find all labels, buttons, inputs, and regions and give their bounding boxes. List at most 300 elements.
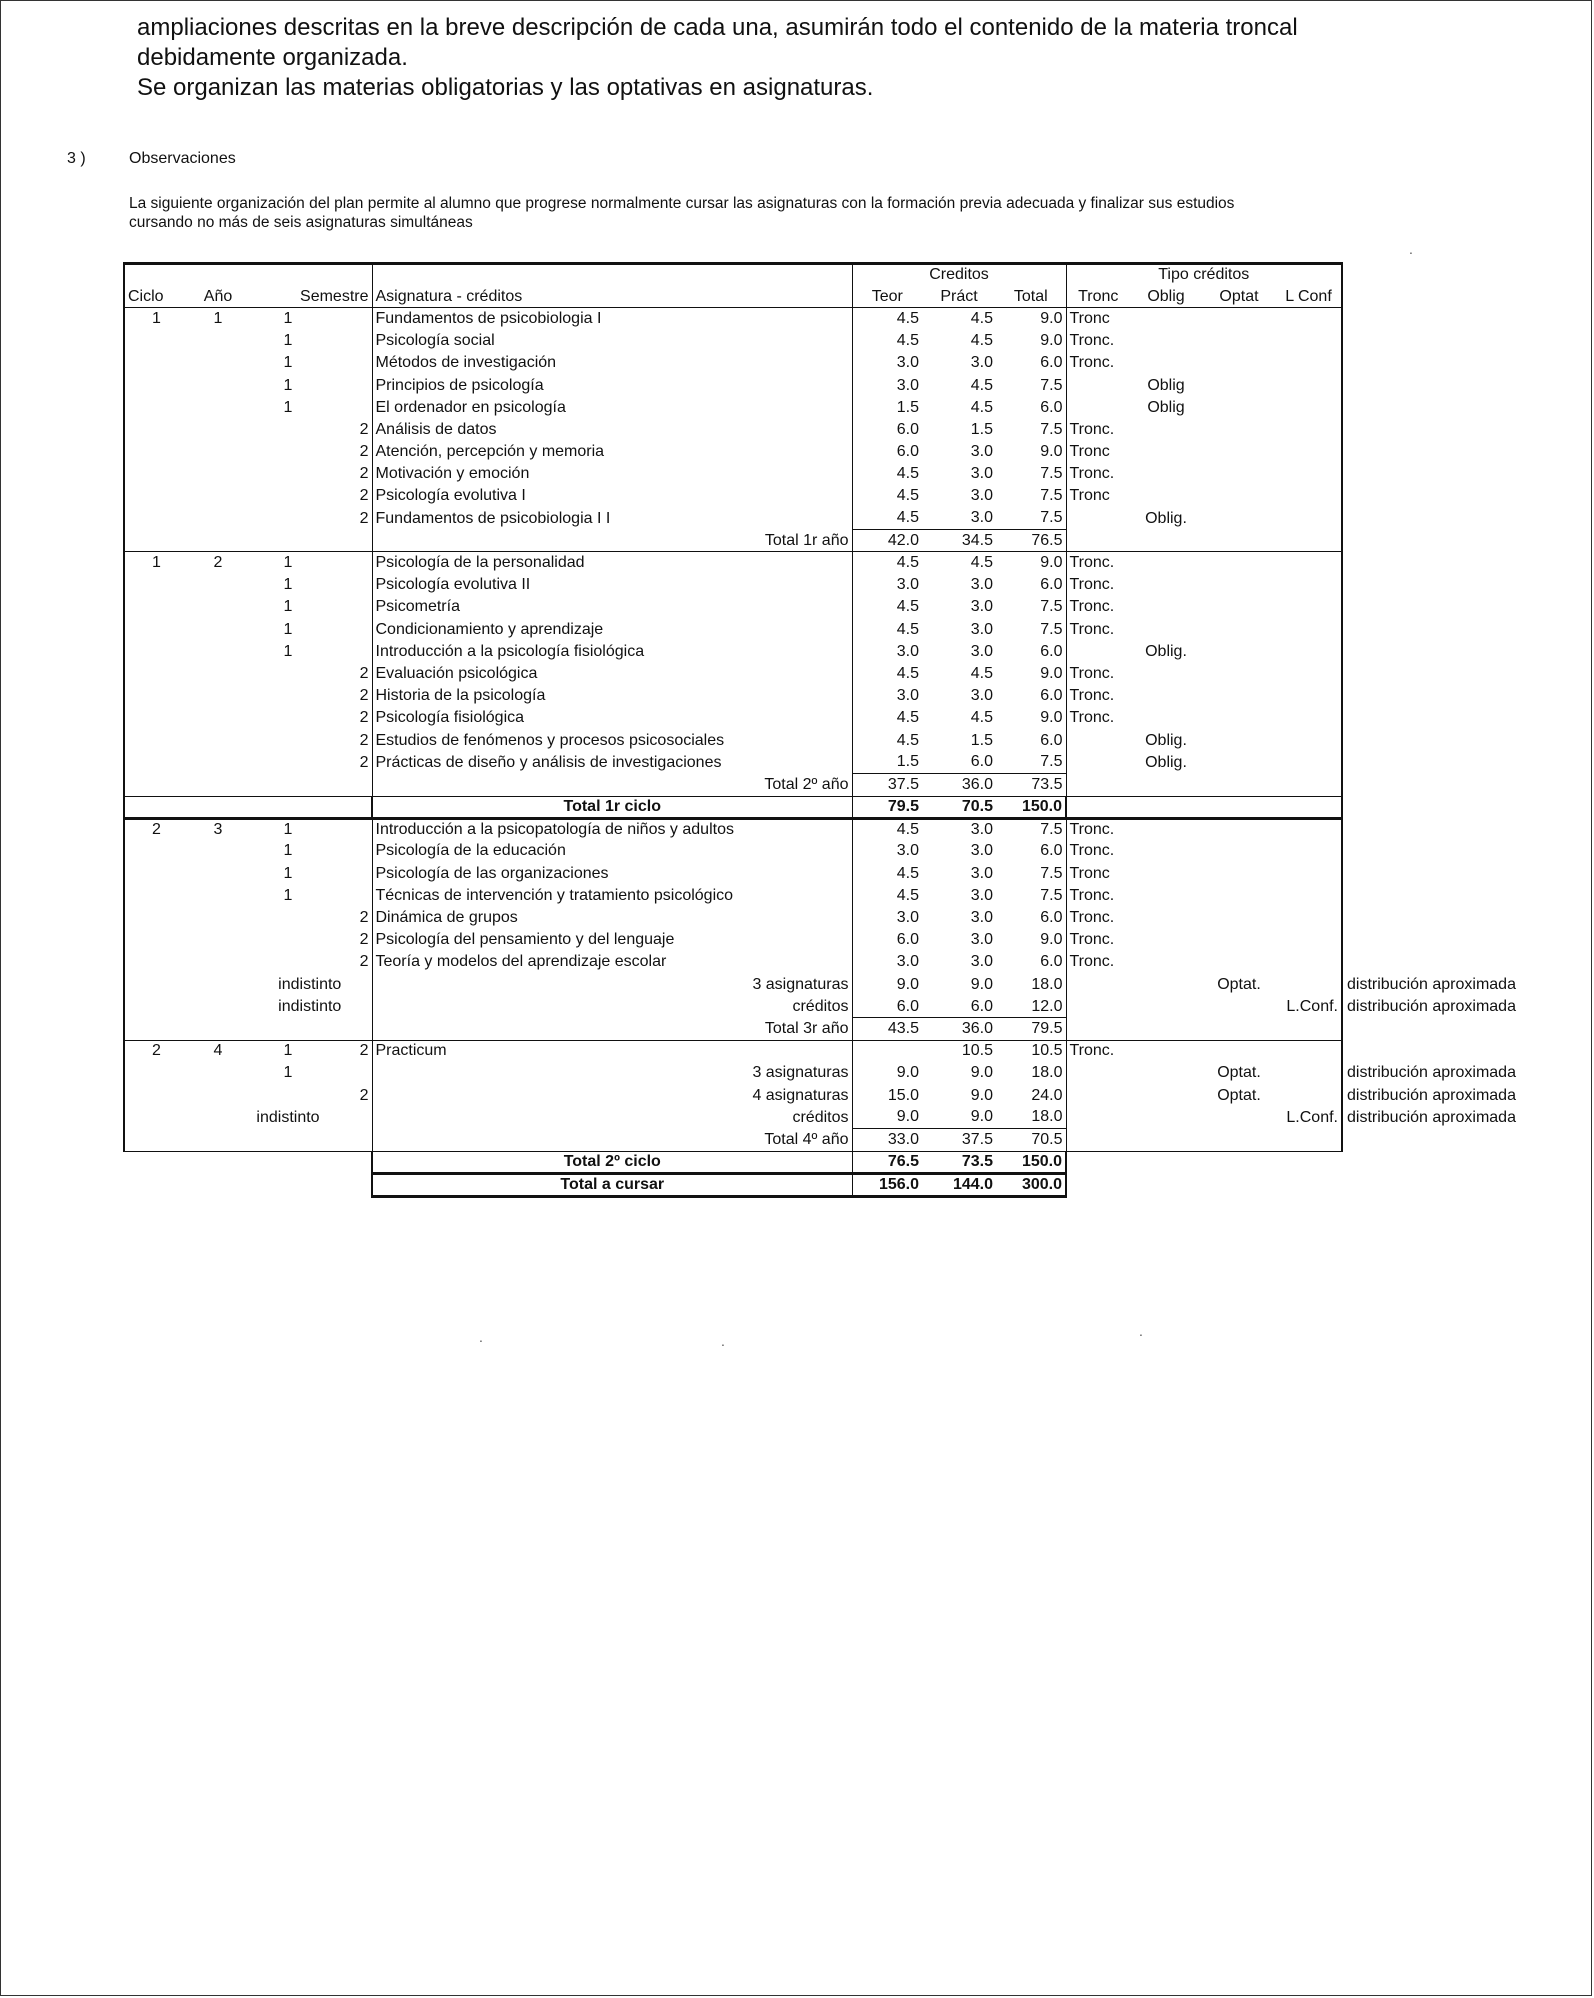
course-row bbox=[124, 641, 1562, 663]
note-cell bbox=[1342, 619, 1562, 641]
total-cell: 7.5 bbox=[1040, 376, 1063, 394]
blank bbox=[1130, 974, 1202, 996]
blank bbox=[124, 1107, 188, 1129]
ciclo-cell bbox=[124, 596, 188, 618]
optat-cell bbox=[1202, 729, 1276, 751]
oblig-cell bbox=[1130, 707, 1202, 729]
semestre-1-cell bbox=[248, 463, 328, 485]
anio-cell bbox=[188, 907, 248, 929]
tronc-cell: Tronc. bbox=[1066, 619, 1130, 641]
lconf-cell bbox=[1276, 397, 1342, 419]
tronc-cell: Tronc. bbox=[1066, 818, 1130, 840]
header-blank bbox=[188, 264, 248, 286]
oblig-cell: Oblig. bbox=[1145, 642, 1187, 660]
pract-cell: 3.0 bbox=[970, 864, 993, 882]
semestre-2-cell: 2 bbox=[359, 420, 369, 438]
semestre-2-cell: 2 bbox=[359, 465, 369, 483]
course-name: Introducción a la psicología fisiológica bbox=[372, 641, 852, 663]
pract-cell: 3.0 bbox=[970, 598, 993, 616]
ciclo-cell bbox=[124, 397, 188, 419]
oblig-cell bbox=[1130, 552, 1202, 574]
ciclo-cell bbox=[124, 419, 188, 441]
pract-cell: 9.0 bbox=[970, 975, 993, 993]
lconf-cell bbox=[1276, 508, 1342, 530]
pract-cell: 9.0 bbox=[970, 1086, 993, 1104]
pract-cell: 3.0 bbox=[970, 953, 993, 971]
teor-cell: 4.5 bbox=[852, 863, 922, 885]
teor-cell: 4.5 bbox=[852, 619, 922, 641]
pract-cell: 3.0 bbox=[970, 687, 993, 705]
elective-row bbox=[124, 1062, 1562, 1084]
anio-cell bbox=[188, 485, 248, 507]
optat-cell bbox=[1202, 929, 1276, 951]
year-total-teor: 42.0 bbox=[852, 530, 922, 552]
semestre-1-cell: 1 bbox=[283, 332, 293, 350]
total-cell: 9.0 bbox=[1040, 310, 1063, 328]
header-blank bbox=[1342, 264, 1562, 286]
blank bbox=[124, 1018, 188, 1040]
note-cell bbox=[1342, 641, 1562, 663]
total-cell: 6.0 bbox=[1040, 354, 1063, 372]
elective-label: 4 asignaturas bbox=[372, 1084, 852, 1106]
optat-cell bbox=[1202, 574, 1276, 596]
blank bbox=[1342, 796, 1562, 818]
pract-cell: 3.0 bbox=[970, 909, 993, 927]
anio-cell bbox=[188, 663, 248, 685]
study-plan-table bbox=[123, 262, 1563, 1198]
total-cell: 7.5 bbox=[1040, 886, 1063, 904]
scan-speck: . bbox=[1409, 241, 1413, 257]
optat-cell bbox=[1202, 641, 1276, 663]
lconf-cell bbox=[1276, 840, 1342, 862]
year-total-total: 76.5 bbox=[996, 530, 1066, 552]
year-total-pract: 36.0 bbox=[922, 1018, 996, 1040]
blank bbox=[188, 996, 248, 1018]
tronc-cell: Tronc. bbox=[1066, 552, 1130, 574]
header-oblig: Oblig bbox=[1130, 286, 1202, 308]
blank bbox=[188, 796, 248, 818]
blank bbox=[188, 1173, 248, 1196]
total-cell: 7.5 bbox=[1040, 753, 1063, 771]
pract-cell: 4.5 bbox=[970, 554, 993, 572]
ciclo-cell bbox=[124, 641, 188, 663]
pract-cell: 3.0 bbox=[970, 576, 993, 594]
optat-cell bbox=[1202, 308, 1276, 330]
semestre-2-cell: 2 bbox=[359, 487, 369, 505]
blank bbox=[1130, 1129, 1202, 1151]
blank bbox=[1066, 796, 1130, 818]
ciclo-cell bbox=[124, 951, 188, 973]
intro-line-3: Se organizan las materias obligatorias y las optativas en asignaturas. bbox=[137, 74, 874, 101]
semestre-1-cell bbox=[248, 752, 328, 774]
course-row bbox=[124, 419, 1562, 441]
note-cell bbox=[1342, 885, 1562, 907]
course-name: Psicología de las organizaciones bbox=[372, 863, 852, 885]
oblig-cell bbox=[1130, 352, 1202, 374]
ciclo-cell bbox=[124, 463, 188, 485]
total-cell: 7.5 bbox=[1040, 509, 1063, 527]
anio-cell bbox=[188, 951, 248, 973]
observation-line-2: cursando no más de seis asignaturas simultáneas bbox=[129, 214, 473, 231]
note-cell bbox=[1342, 663, 1562, 685]
optat-cell bbox=[1202, 707, 1276, 729]
blank bbox=[188, 1018, 248, 1040]
ciclo-total-teor: 156.0 bbox=[852, 1173, 922, 1196]
ciclo-total-label: Total 1r ciclo bbox=[372, 796, 852, 818]
blank bbox=[328, 1129, 372, 1151]
blank bbox=[1276, 796, 1342, 818]
semestre-2-cell bbox=[328, 308, 372, 330]
ciclo-total-total: 150.0 bbox=[996, 796, 1066, 818]
note-cell bbox=[1342, 840, 1562, 862]
note-cell bbox=[1342, 574, 1562, 596]
teor-cell: 3.0 bbox=[852, 840, 922, 862]
pract-cell: 3.0 bbox=[970, 443, 993, 461]
note-cell bbox=[1342, 951, 1562, 973]
semestre-cell: indistinto bbox=[278, 975, 342, 993]
ciclo-cell bbox=[124, 840, 188, 862]
teor-cell: 1.5 bbox=[852, 397, 922, 419]
total-cell: 6.0 bbox=[1040, 687, 1063, 705]
lconf-cell bbox=[1276, 685, 1342, 707]
blank bbox=[1066, 774, 1130, 796]
year-total-teor: 43.5 bbox=[852, 1018, 922, 1040]
blank bbox=[1066, 530, 1130, 552]
header-blank bbox=[124, 264, 188, 286]
course-row bbox=[124, 907, 1562, 929]
oblig-cell bbox=[1130, 685, 1202, 707]
blank bbox=[328, 1151, 372, 1173]
ciclo-cell bbox=[124, 330, 188, 352]
blank bbox=[1276, 1151, 1342, 1173]
tronc-cell: Tronc. bbox=[1066, 951, 1130, 973]
year-total-label: Total 2º año bbox=[372, 774, 852, 796]
semestre-2-cell bbox=[328, 552, 372, 574]
course-row bbox=[124, 685, 1562, 707]
year-total-label: Total 1r año bbox=[372, 530, 852, 552]
blank bbox=[124, 996, 188, 1018]
semestre-1-cell: 1 bbox=[283, 310, 293, 328]
elective-row bbox=[124, 1084, 1562, 1106]
lconf-cell bbox=[1276, 752, 1342, 774]
semestre-2-cell: 2 bbox=[359, 443, 369, 461]
ciclo-cell: 2 bbox=[124, 818, 188, 840]
anio-cell bbox=[188, 574, 248, 596]
teor-cell: 4.5 bbox=[852, 463, 922, 485]
note-cell bbox=[1342, 352, 1562, 374]
optat-cell bbox=[1202, 951, 1276, 973]
intro-text bbox=[137, 13, 1477, 103]
note-cell bbox=[1342, 707, 1562, 729]
blank bbox=[124, 774, 188, 796]
blank bbox=[1342, 1129, 1562, 1151]
anio-cell: 1 bbox=[213, 310, 223, 328]
year-total-teor: 37.5 bbox=[852, 774, 922, 796]
teor-cell: 4.5 bbox=[852, 485, 922, 507]
pract-cell: 4.5 bbox=[970, 664, 993, 682]
oblig-cell: Oblig bbox=[1147, 376, 1185, 394]
blank bbox=[1202, 1173, 1276, 1196]
pract-cell: 4.5 bbox=[970, 398, 993, 416]
teor-cell: 3.0 bbox=[852, 641, 922, 663]
course-row bbox=[124, 330, 1562, 352]
year-total-row bbox=[124, 1018, 1562, 1040]
ciclo-total-teor: 76.5 bbox=[852, 1151, 922, 1173]
semestre-1-cell: 1 bbox=[283, 1064, 293, 1082]
oblig-cell bbox=[1130, 663, 1202, 685]
semestre-2-cell: 2 bbox=[359, 753, 369, 771]
tronc-cell: Tronc bbox=[1066, 441, 1130, 463]
course-row bbox=[124, 1040, 1562, 1062]
oblig-cell bbox=[1130, 485, 1202, 507]
pract-cell: 3.0 bbox=[970, 931, 993, 949]
course-row bbox=[124, 508, 1562, 530]
teor-cell: 3.0 bbox=[852, 374, 922, 396]
total-cell: 18.0 bbox=[1031, 975, 1063, 993]
oblig-cell bbox=[1130, 951, 1202, 973]
course-row bbox=[124, 707, 1562, 729]
semestre-2-cell bbox=[328, 641, 372, 663]
observation-text bbox=[129, 194, 1509, 232]
oblig-cell bbox=[1130, 441, 1202, 463]
elective-label: créditos bbox=[372, 1107, 852, 1129]
total-cell: 6.0 bbox=[1040, 642, 1063, 660]
blank bbox=[248, 1129, 328, 1151]
semestre-1-cell bbox=[248, 663, 328, 685]
oblig-cell bbox=[1130, 619, 1202, 641]
year-total-row bbox=[124, 774, 1562, 796]
semestre-cell: indistinto bbox=[278, 997, 342, 1015]
ciclo-total-row bbox=[124, 796, 1562, 818]
oblig-cell bbox=[1130, 330, 1202, 352]
blank bbox=[1276, 774, 1342, 796]
ciclo-total-total: 150.0 bbox=[996, 1151, 1066, 1173]
lconf-cell bbox=[1276, 974, 1342, 996]
header-teor: Teor bbox=[852, 286, 922, 308]
year-total-total: 79.5 bbox=[996, 1018, 1066, 1040]
course-name: Atención, percepción y memoria bbox=[372, 441, 852, 463]
semestre-1-cell bbox=[248, 907, 328, 929]
tronc-cell: Tronc. bbox=[1066, 419, 1130, 441]
lconf-cell bbox=[1276, 552, 1342, 574]
lconf-cell bbox=[1276, 463, 1342, 485]
optat-cell bbox=[1202, 397, 1276, 419]
note-cell bbox=[1342, 685, 1562, 707]
semestre-2-cell: 2 bbox=[359, 931, 369, 949]
ciclo-total-teor: 79.5 bbox=[852, 796, 922, 818]
note-cell bbox=[1342, 330, 1562, 352]
course-name: Psicometría bbox=[372, 596, 852, 618]
blank bbox=[124, 796, 188, 818]
oblig-cell bbox=[1130, 308, 1202, 330]
tronc-cell bbox=[1066, 752, 1130, 774]
elective-label: créditos bbox=[372, 996, 852, 1018]
course-name: Psicología de la educación bbox=[372, 840, 852, 862]
optat-cell bbox=[1202, 374, 1276, 396]
blank bbox=[1276, 1173, 1342, 1196]
oblig-cell: Oblig. bbox=[1145, 509, 1187, 527]
total-cell: 6.0 bbox=[1040, 731, 1063, 749]
anio-cell: 4 bbox=[213, 1042, 223, 1060]
ciclo-cell bbox=[124, 729, 188, 751]
teor-cell: 6.0 bbox=[852, 996, 922, 1018]
course-row bbox=[124, 663, 1562, 685]
oblig-cell: Oblig. bbox=[1145, 731, 1187, 749]
course-name: Condicionamiento y aprendizaje bbox=[372, 619, 852, 641]
course-name: Psicología de la personalidad bbox=[372, 552, 852, 574]
teor-cell: 4.5 bbox=[852, 596, 922, 618]
semestre-2-cell bbox=[328, 1107, 372, 1129]
tronc-cell: Tronc. bbox=[1066, 330, 1130, 352]
ciclo-total-label: Total 2º ciclo bbox=[372, 1151, 852, 1173]
header-creditos: Creditos bbox=[852, 264, 1066, 286]
header-ciclo: Ciclo bbox=[124, 286, 188, 308]
blank bbox=[1130, 1062, 1202, 1084]
course-row bbox=[124, 397, 1562, 419]
year-total-teor: 33.0 bbox=[852, 1129, 922, 1151]
total-cell: 6.0 bbox=[1040, 842, 1063, 860]
tronc-cell: Tronc. bbox=[1066, 596, 1130, 618]
lconf-cell bbox=[1276, 619, 1342, 641]
lconf-cell bbox=[1276, 374, 1342, 396]
intro-line-2: debidamente organizada. bbox=[137, 44, 408, 71]
year-total-label: Total 4º año bbox=[372, 1129, 852, 1151]
tronc-cell: Tronc. bbox=[1066, 840, 1130, 862]
anio-cell bbox=[188, 641, 248, 663]
blank bbox=[248, 530, 328, 552]
elective-row bbox=[124, 974, 1562, 996]
anio-cell bbox=[188, 752, 248, 774]
ciclo-cell bbox=[124, 485, 188, 507]
semestre-1-cell: 1 bbox=[283, 598, 293, 616]
scan-speck: . bbox=[1139, 1323, 1143, 1339]
blank bbox=[1202, 1040, 1276, 1062]
blank bbox=[1342, 774, 1562, 796]
semestre-2-cell bbox=[328, 352, 372, 374]
blank bbox=[1130, 1018, 1202, 1040]
lconf-cell bbox=[1276, 729, 1342, 751]
semestre-1-cell: 1 bbox=[283, 886, 293, 904]
elective-row bbox=[124, 1107, 1562, 1129]
ciclo-cell: 1 bbox=[124, 308, 188, 330]
optat-cell bbox=[1202, 419, 1276, 441]
optat-cell: Optat. bbox=[1217, 975, 1261, 993]
anio-cell bbox=[188, 929, 248, 951]
blank bbox=[1130, 796, 1202, 818]
total-cell: 6.0 bbox=[1040, 398, 1063, 416]
semestre-2-cell bbox=[328, 885, 372, 907]
semestre-1-cell: 1 bbox=[283, 864, 293, 882]
semestre-1-cell: 1 bbox=[283, 398, 293, 416]
teor-cell: 4.5 bbox=[852, 508, 922, 530]
total-cell: 9.0 bbox=[1040, 931, 1063, 949]
pract-cell: 3.0 bbox=[970, 642, 993, 660]
tronc-cell: Tronc. bbox=[1066, 907, 1130, 929]
total-cell: 6.0 bbox=[1040, 576, 1063, 594]
teor-cell: 3.0 bbox=[852, 574, 922, 596]
anio-cell bbox=[188, 419, 248, 441]
blank bbox=[1276, 530, 1342, 552]
ciclo-cell bbox=[124, 663, 188, 685]
ciclo-total-pract: 144.0 bbox=[922, 1173, 996, 1196]
course-row bbox=[124, 885, 1562, 907]
semestre-1-cell bbox=[248, 729, 328, 751]
distribution-note: distribución aproximada bbox=[1347, 997, 1516, 1015]
anio-cell: 2 bbox=[213, 554, 223, 572]
semestre-1-cell: 1 bbox=[283, 620, 293, 638]
teor-cell bbox=[852, 1040, 922, 1062]
course-row bbox=[124, 441, 1562, 463]
ciclo-cell bbox=[124, 508, 188, 530]
ciclo-cell bbox=[124, 352, 188, 374]
tronc-cell: Tronc. bbox=[1066, 1040, 1130, 1062]
header-pract: Práct bbox=[922, 286, 996, 308]
semestre-1-cell: 1 bbox=[283, 354, 293, 372]
year-total-total: 70.5 bbox=[996, 1129, 1066, 1151]
note-cell bbox=[1342, 441, 1562, 463]
optat-cell bbox=[1202, 885, 1276, 907]
optat-cell bbox=[1202, 663, 1276, 685]
blank bbox=[248, 796, 328, 818]
blank bbox=[1130, 1107, 1202, 1129]
note-cell bbox=[1342, 863, 1562, 885]
semestre-1-cell bbox=[248, 1084, 328, 1106]
blank bbox=[328, 796, 372, 818]
course-name: Fundamentos de psicobiologia I bbox=[372, 308, 852, 330]
total-cell: 9.0 bbox=[1040, 332, 1063, 350]
blank bbox=[188, 1084, 248, 1106]
course-row bbox=[124, 485, 1562, 507]
note-cell bbox=[1342, 308, 1562, 330]
tronc-cell: Tronc. bbox=[1066, 707, 1130, 729]
course-name: Técnicas de intervención y tratamiento psicológico bbox=[372, 885, 852, 907]
blank bbox=[1066, 1018, 1130, 1040]
semestre-2-cell bbox=[328, 818, 372, 840]
teor-cell: 9.0 bbox=[852, 974, 922, 996]
course-name: Psicología evolutiva II bbox=[372, 574, 852, 596]
oblig-cell bbox=[1130, 419, 1202, 441]
anio-cell: 3 bbox=[213, 821, 223, 839]
total-cell: 9.0 bbox=[1040, 443, 1063, 461]
teor-cell: 4.5 bbox=[852, 818, 922, 840]
year-total-total: 73.5 bbox=[996, 774, 1066, 796]
teor-cell: 9.0 bbox=[852, 1107, 922, 1129]
anio-cell bbox=[188, 729, 248, 751]
teor-cell: 4.5 bbox=[852, 308, 922, 330]
course-row bbox=[124, 463, 1562, 485]
anio-cell bbox=[188, 352, 248, 374]
teor-cell: 15.0 bbox=[852, 1084, 922, 1106]
optat-cell bbox=[1202, 818, 1276, 840]
optat-cell bbox=[1202, 508, 1276, 530]
lconf-cell bbox=[1276, 308, 1342, 330]
pract-cell: 4.5 bbox=[970, 332, 993, 350]
semestre-2-cell bbox=[328, 619, 372, 641]
blank bbox=[1066, 996, 1130, 1018]
course-name: Teoría y modelos del aprendizaje escolar bbox=[372, 951, 852, 973]
semestre-2-cell: 2 bbox=[359, 1042, 369, 1060]
course-row bbox=[124, 596, 1562, 618]
teor-cell: 4.5 bbox=[852, 552, 922, 574]
oblig-cell: Oblig. bbox=[1145, 753, 1187, 771]
lconf-cell bbox=[1276, 419, 1342, 441]
section-number: 3 ) bbox=[67, 150, 86, 167]
total-cell: 6.0 bbox=[1040, 909, 1063, 927]
distribution-note: distribución aproximada bbox=[1347, 1086, 1516, 1104]
semestre-2-cell: 2 bbox=[359, 664, 369, 682]
teor-cell: 3.0 bbox=[852, 951, 922, 973]
oblig-cell bbox=[1130, 885, 1202, 907]
